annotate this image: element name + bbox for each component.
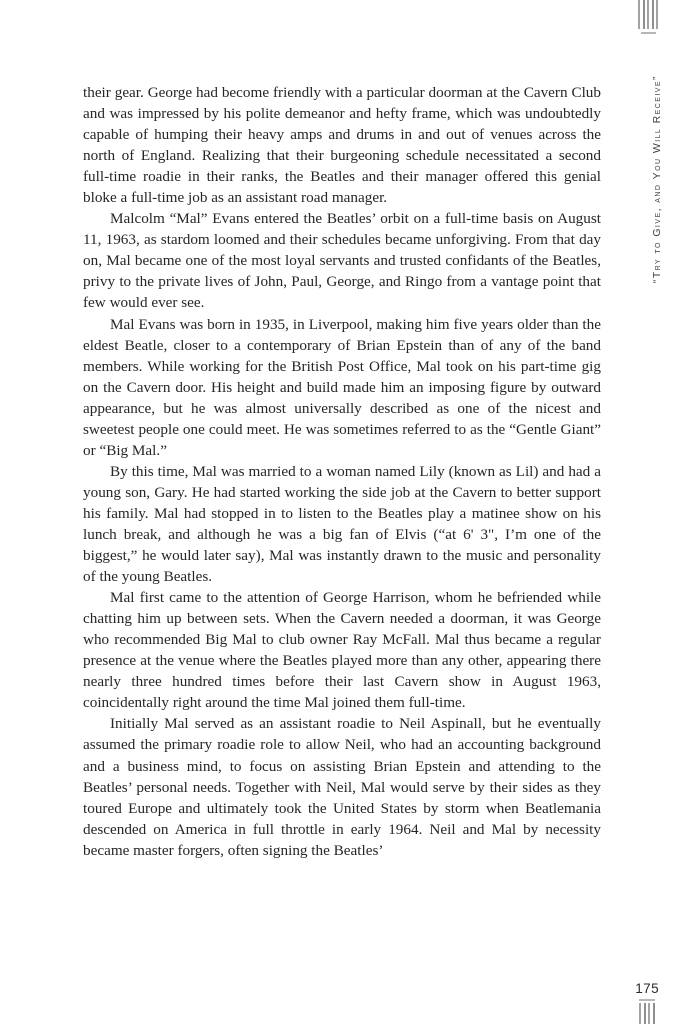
chapter-running-head: “Try to Give, and You Will Receive” (651, 75, 663, 284)
paragraph: Initially Mal served as an assistant roadie to Neil Aspinall, but he eventually assumed the primary roadie role to allow Neil, who had an accounting background and a business mind, to focus on assisting Brian Epstein and attending to the Beatles’ personal needs. Together with Neil, Mal would serve by their sides as they toured Europe and ultimately took the United States by storm when Beatlemania descended on America in full throttle in early 1964. Neil and Mal by necessity became master forgers, often signing the Beatles’ (83, 715, 601, 859)
paragraph: Mal Evans was born in 1935, in Liverpool, making him five years older than the eldest Beatle, closer to a contemporary of Brian Epstein than of any of the band members. While working for the British Post Office, Mal took on his part-time gig on the Cavern door. His height and build made him an imposing figure by outward appearance, but he was almost universally described as one of the nicest and sweetest people one could meet. He was sometimes referred to as the “Gentle Giant” or “Big Mal.” (83, 315, 601, 459)
paragraph: Malcolm “Mal” Evans entered the Beatles’ orbit on a full-time basis on August 11, 1963, as stardom loomed and their schedules became unforgiving. From that day on, Mal became one of the most loyal servants and trusted confidants of the Beatles, privy to the private lives of John, Paul, George, and Ringo from a vantage point that few would ever see. (83, 210, 601, 312)
top-page-ornament (638, 0, 658, 34)
ornament-line (644, 1003, 646, 1024)
bottom-page-ornament (639, 1003, 655, 1024)
body-text (83, 82, 601, 861)
ornament-line (653, 1003, 655, 1024)
page-footer (635, 981, 659, 1024)
ornament-line (638, 0, 640, 29)
ornament-line (652, 0, 654, 29)
paragraph: By this time, Mal was married to a woman named Lily (known as Lil) and had a young son, Gary. He had started working the side job at the Cavern to better support his family. Mal had stopped in to listen to the Beatles play a matinee show on his lunch break, and although he was a big fan of Elvis (“at 6' 3", I’m one of the biggest,” he would later say), Mal was instantly drawn to the music and personality of the young Beatles. (83, 462, 601, 586)
page-number: 175 (635, 980, 659, 996)
vertical-lines-icon (638, 0, 658, 29)
paragraph: Mal first came to the attention of George Harrison, whom he befriended while chatting him up between sets. When the Cavern needed a doorman, it was George who recommended Big Mal to club owner Ray McFall. Mal thus became a regular presence at the venue where the Beatles played more than any other, appearing there nearly three hundred times before their last Cavern show in August 1963, coincidentally right around the time Mal joined them full-time. (83, 589, 601, 712)
ornament-bar (639, 999, 655, 1001)
ornament-bar (641, 32, 656, 34)
ornament-line (648, 1003, 650, 1024)
ornament-line (643, 0, 645, 29)
paragraph: their gear. George had become friendly with a particular doorman at the Cavern Club and was impressed by his polite demeanor and hefty frame, which was undoubtedly capable of humping their heavy amps and drums in and out of venues across the north of England. Realizing that their burgeoning schedule necessitated a second full-time roadie in their ranks, the Beatles and their manager offered this genial bloke a full-time job as an assistant road manager. (83, 84, 601, 207)
ornament-line (656, 0, 658, 29)
ornament-line (647, 0, 649, 29)
vertical-lines-icon (639, 1003, 655, 1024)
ornament-line (639, 1003, 641, 1024)
